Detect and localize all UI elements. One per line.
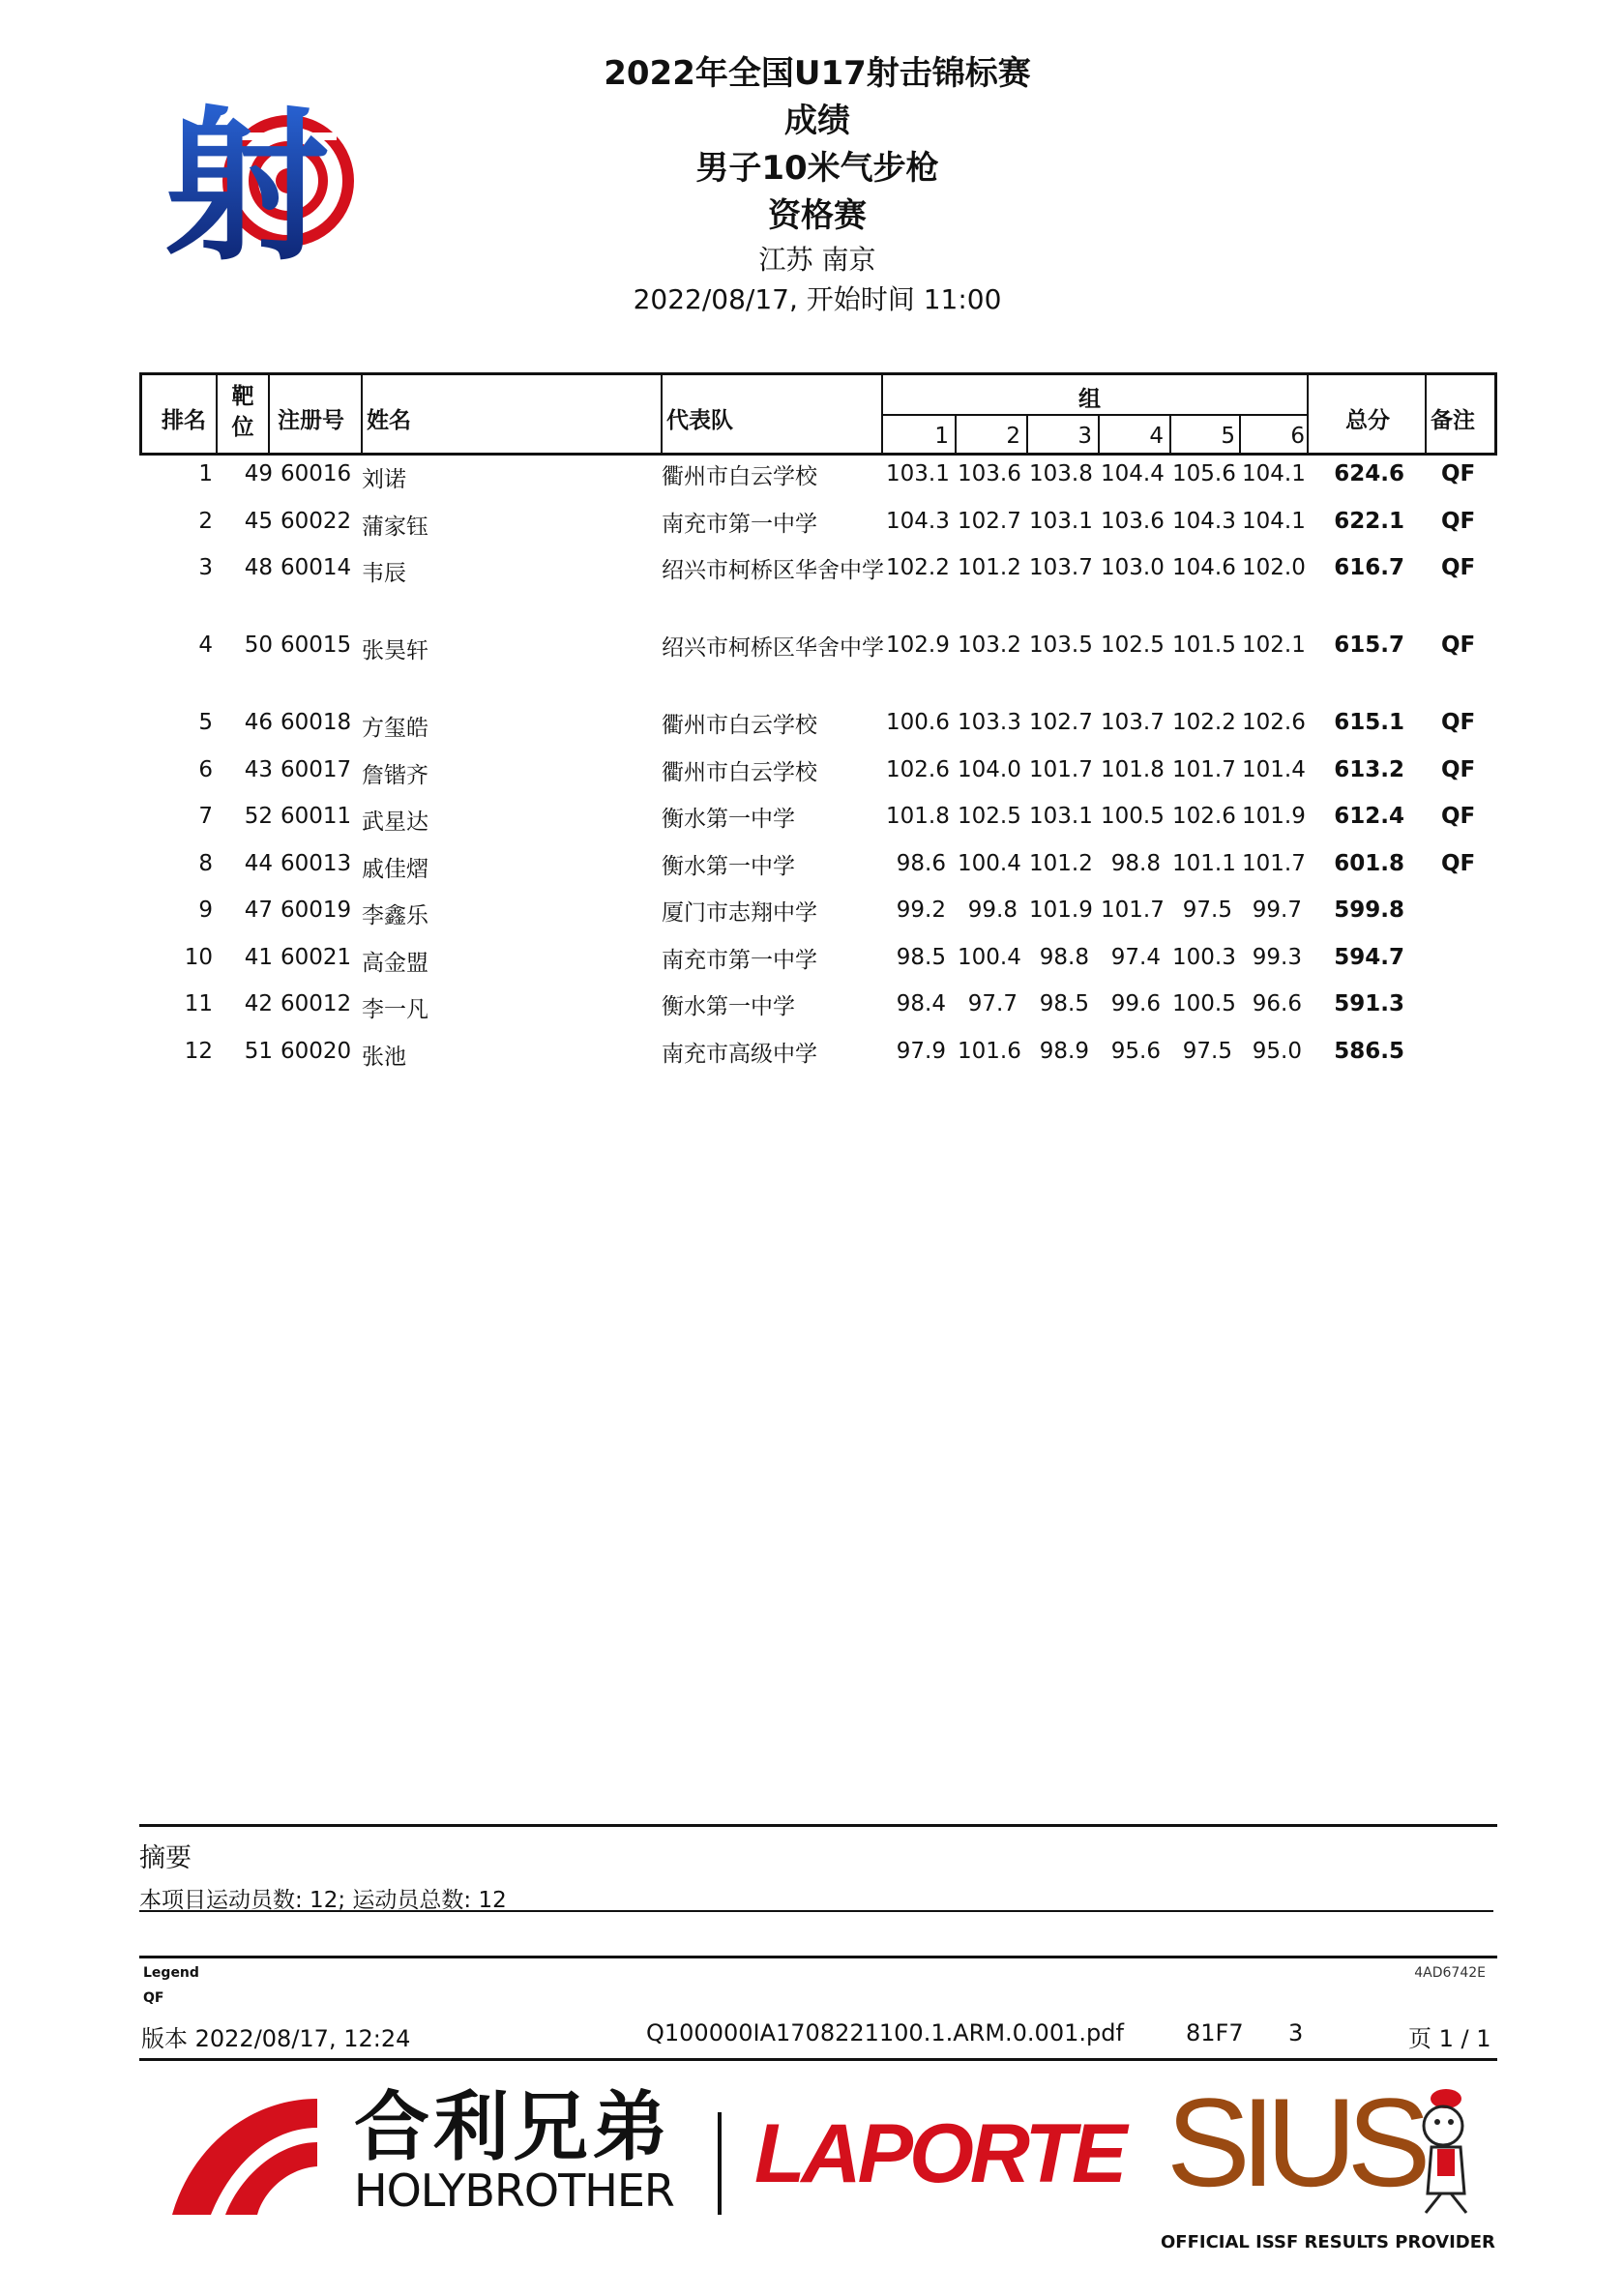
- summary-text: 本项目运动员数: 12; 运动员总数: 12: [139, 1888, 507, 1913]
- total-score-cell: 615.1: [1334, 710, 1404, 735]
- sius-text: SIUS: [1166, 2072, 1422, 2213]
- series-score-cell: 101.2: [1029, 850, 1093, 876]
- total-score-cell: 615.7: [1334, 633, 1404, 658]
- series-score-cell: 98.8: [1110, 850, 1161, 876]
- event-datetime: 2022/08/17, 开始时间 11:00: [633, 283, 1002, 315]
- series-score-cell: 104.1: [1242, 508, 1306, 534]
- total-score-cell: 613.2: [1334, 756, 1404, 782]
- reg-number-cell: 60020: [280, 1038, 352, 1064]
- remark-cell: QF: [1441, 804, 1476, 829]
- rank-cell: 3: [198, 555, 213, 580]
- col-team: 代表队: [666, 408, 733, 433]
- series-score-cell: 101.8: [1101, 756, 1165, 782]
- laporte-text: LAPORTE: [754, 2107, 1124, 2200]
- remark-cell: QF: [1441, 850, 1476, 876]
- series-score-cell: 100.4: [958, 944, 1021, 970]
- target-cell: 46: [244, 710, 273, 735]
- athlete-name-cell: 李鑫乐: [362, 903, 428, 928]
- target-cell: 43: [244, 756, 273, 782]
- target-cell: 47: [244, 898, 273, 923]
- sius-mascot-icon: [1402, 2077, 1490, 2226]
- team-cell: 衡水第一中学: [662, 994, 795, 1019]
- document-code: 4AD6742E: [1414, 1965, 1486, 1981]
- footer-filename: Q100000IA1708221100.1.ARM.0.001.pdf: [646, 2019, 1124, 2046]
- location: 江苏 南京: [758, 244, 876, 276]
- series-score-cell: 104.0: [958, 756, 1021, 782]
- col-remark: 备注: [1431, 408, 1475, 433]
- group-num-1: 1: [934, 424, 949, 449]
- series-score-cell: 101.9: [1242, 804, 1306, 829]
- series-score-cell: 101.7: [1101, 898, 1165, 923]
- total-score-cell: 599.8: [1334, 898, 1404, 923]
- total-score-cell: 591.3: [1334, 991, 1404, 1016]
- series-score-cell: 98.5: [896, 944, 946, 970]
- series-score-cell: 98.6: [896, 850, 946, 876]
- series-score-cell: 97.5: [1182, 898, 1232, 923]
- series-score-cell: 98.5: [1039, 991, 1089, 1016]
- athlete-name-cell: 詹锴齐: [362, 762, 428, 788]
- series-score-cell: 99.6: [1110, 991, 1161, 1016]
- rank-cell: 10: [184, 944, 213, 970]
- series-score-cell: 100.3: [1172, 944, 1236, 970]
- laporte-logo: [754, 2106, 1123, 2202]
- series-score-cell: 100.5: [1172, 991, 1236, 1016]
- rank-cell: 2: [198, 508, 213, 534]
- target-cell: 42: [244, 991, 273, 1016]
- results-table: [139, 372, 1497, 1070]
- remark-cell: QF: [1441, 756, 1476, 782]
- team-cell: 厦门市志翔中学: [662, 900, 817, 926]
- group-num-5: 5: [1221, 424, 1235, 449]
- group-num-4: 4: [1149, 424, 1164, 449]
- reg-number-cell: 60022: [280, 508, 352, 534]
- total-score-cell: 616.7: [1334, 555, 1404, 580]
- series-score-cell: 95.6: [1110, 1038, 1161, 1064]
- competition-title: 2022年全国U17射击锦标赛: [604, 54, 1031, 93]
- table-header: [139, 372, 1497, 456]
- target-cell: 44: [244, 850, 273, 876]
- athlete-name-cell: 张池: [362, 1044, 406, 1070]
- series-score-cell: 99.3: [1252, 944, 1302, 970]
- series-score-cell: 96.6: [1252, 991, 1302, 1016]
- series-score-cell: 104.3: [886, 508, 950, 534]
- series-score-cell: 101.5: [1172, 633, 1236, 658]
- team-cell: 衡水第一中学: [662, 807, 795, 832]
- series-score-cell: 102.7: [958, 508, 1021, 534]
- legend-item: QF: [143, 1990, 164, 2006]
- series-score-cell: 101.7: [1242, 850, 1306, 876]
- page-header: [542, 50, 1093, 319]
- phase-name: 资格赛: [768, 196, 867, 235]
- target-cell: 50: [244, 633, 273, 658]
- team-cell: 南充市第一中学: [662, 947, 817, 973]
- reg-number-cell: 60013: [280, 850, 352, 876]
- total-score-cell: 624.6: [1334, 461, 1404, 486]
- remark-cell: QF: [1441, 555, 1476, 580]
- series-score-cell: 95.0: [1252, 1038, 1302, 1064]
- footer-number: 3: [1288, 2019, 1304, 2046]
- reg-number-cell: 60017: [280, 756, 352, 782]
- series-score-cell: 103.6: [1101, 508, 1165, 534]
- total-score-cell: 594.7: [1334, 944, 1404, 970]
- series-score-cell: 104.1: [1242, 461, 1306, 486]
- series-score-cell: 102.0: [1242, 555, 1306, 580]
- team-cell: 衢州市白云学校: [662, 713, 817, 738]
- total-score-cell: 601.8: [1334, 850, 1404, 876]
- series-score-cell: 103.5: [1029, 633, 1093, 658]
- rank-cell: 9: [198, 898, 213, 923]
- legend-label: Legend: [143, 1965, 199, 1981]
- rank-cell: 4: [198, 633, 213, 658]
- sius-logo: [1166, 2072, 1422, 2213]
- series-score-cell: 103.2: [958, 633, 1021, 658]
- series-score-cell: 101.1: [1172, 850, 1236, 876]
- series-score-cell: 99.7: [1252, 898, 1302, 923]
- footer-divider: [139, 2058, 1497, 2061]
- series-score-cell: 102.2: [1172, 710, 1236, 735]
- group-num-2: 2: [1006, 424, 1020, 449]
- rank-cell: 5: [198, 710, 213, 735]
- series-score-cell: 101.8: [886, 804, 950, 829]
- series-score-cell: 101.7: [1172, 756, 1236, 782]
- team-cell: 衡水第一中学: [662, 853, 795, 879]
- rank-cell: 8: [198, 850, 213, 876]
- series-score-cell: 102.6: [1242, 710, 1306, 735]
- series-score-cell: 104.6: [1172, 555, 1236, 580]
- series-score-cell: 103.0: [1101, 555, 1165, 580]
- athlete-name-cell: 李一凡: [362, 997, 428, 1022]
- team-cell: 衢州市白云学校: [662, 464, 817, 489]
- remark-cell: QF: [1441, 710, 1476, 735]
- group-num-3: 3: [1077, 424, 1092, 449]
- remark-cell: QF: [1441, 461, 1476, 486]
- series-score-cell: 102.1: [1242, 633, 1306, 658]
- series-score-cell: 102.7: [1029, 710, 1093, 735]
- logo-character: 射: [164, 92, 330, 273]
- series-score-cell: 104.3: [1172, 508, 1236, 534]
- team-cell: 绍兴市柯桥区华舍中学: [662, 635, 884, 661]
- footer-code: 81F7: [1186, 2019, 1244, 2046]
- holybrother-logo-mark: [172, 2089, 317, 2228]
- series-score-cell: 98.9: [1039, 1038, 1089, 1064]
- team-cell: 南充市高级中学: [662, 1041, 817, 1067]
- series-score-cell: 103.1: [1029, 508, 1093, 534]
- total-score-cell: 586.5: [1334, 1038, 1404, 1064]
- series-score-cell: 100.6: [886, 710, 950, 735]
- series-score-cell: 97.4: [1110, 944, 1161, 970]
- series-score-cell: 101.9: [1029, 898, 1093, 923]
- col-target: 靶位: [231, 384, 254, 440]
- footer-page: 页 1 / 1: [1408, 2025, 1491, 2052]
- holybrother-cn: 合利兄弟: [354, 2084, 672, 2171]
- series-score-cell: 105.6: [1172, 461, 1236, 486]
- series-score-cell: 103.8: [1029, 461, 1093, 486]
- col-name: 姓名: [367, 408, 411, 433]
- footer-version: 版本 2022/08/17, 12:24: [141, 2025, 411, 2052]
- series-score-cell: 101.2: [958, 555, 1021, 580]
- rank-cell: 12: [184, 1038, 213, 1064]
- series-score-cell: 102.5: [958, 804, 1021, 829]
- series-score-cell: 97.5: [1182, 1038, 1232, 1064]
- series-score-cell: 103.7: [1101, 710, 1165, 735]
- series-score-cell: 102.5: [1101, 633, 1165, 658]
- reg-number-cell: 60012: [280, 991, 352, 1016]
- group-num-6: 6: [1290, 424, 1305, 449]
- target-cell: 41: [244, 944, 273, 970]
- sius-tagline: OFFICIAL ISSF RESULTS PROVIDER: [1161, 2232, 1495, 2252]
- athlete-name-cell: 戚佳熠: [362, 856, 428, 882]
- athlete-name-cell: 方玺皓: [362, 716, 428, 741]
- reg-number-cell: 60018: [280, 710, 352, 735]
- athlete-name-cell: 张昊轩: [362, 638, 428, 663]
- sponsor-divider: [718, 2112, 722, 2215]
- col-rank: 排名: [162, 408, 206, 433]
- col-total: 总分: [1345, 408, 1390, 433]
- athlete-name-cell: 高金盟: [362, 950, 428, 976]
- athlete-name-cell: 韦辰: [362, 561, 406, 586]
- series-score-cell: 103.1: [886, 461, 950, 486]
- series-score-cell: 101.7: [1029, 756, 1093, 782]
- series-score-cell: 99.8: [967, 898, 1018, 923]
- total-score-cell: 612.4: [1334, 804, 1404, 829]
- reg-number-cell: 60019: [280, 898, 352, 923]
- col-reg: 注册号: [278, 408, 344, 433]
- holybrother-logo: [354, 2084, 674, 2217]
- reg-number-cell: 60014: [280, 555, 352, 580]
- series-score-cell: 104.4: [1101, 461, 1165, 486]
- championship-logo: [162, 79, 356, 273]
- team-cell: 南充市第一中学: [662, 511, 817, 537]
- remark-cell: QF: [1441, 633, 1476, 658]
- rank-cell: 11: [184, 991, 213, 1016]
- target-cell: 45: [244, 508, 273, 534]
- series-score-cell: 103.6: [958, 461, 1021, 486]
- event-name: 男子10米气步枪: [695, 149, 939, 188]
- rank-cell: 7: [198, 804, 213, 829]
- rank-cell: 1: [198, 461, 213, 486]
- remark-cell: QF: [1441, 508, 1476, 534]
- summary-heading: 摘要: [139, 1843, 192, 1873]
- target-cell: 49: [244, 461, 273, 486]
- summary-section: [139, 1824, 1497, 1914]
- series-score-cell: 97.7: [967, 991, 1018, 1016]
- target-cell: 48: [244, 555, 273, 580]
- series-score-cell: 103.1: [1029, 804, 1093, 829]
- holybrother-en: HOLYBROTHER: [354, 2164, 674, 2217]
- reg-number-cell: 60015: [280, 633, 352, 658]
- series-score-cell: 98.4: [896, 991, 946, 1016]
- series-score-cell: 100.5: [1101, 804, 1165, 829]
- series-score-cell: 103.7: [1029, 555, 1093, 580]
- reg-number-cell: 60011: [280, 804, 352, 829]
- results-heading: 成绩: [784, 102, 850, 140]
- rank-cell: 6: [198, 756, 213, 782]
- series-score-cell: 100.4: [958, 850, 1021, 876]
- series-score-cell: 103.3: [958, 710, 1021, 735]
- summary-divider: [139, 1910, 1493, 1912]
- target-cell: 51: [244, 1038, 273, 1064]
- series-score-cell: 101.4: [1242, 756, 1306, 782]
- athlete-name-cell: 刘诺: [362, 467, 406, 492]
- series-score-cell: 99.2: [896, 898, 946, 923]
- reg-number-cell: 60016: [280, 461, 352, 486]
- target-cell: 52: [244, 804, 273, 829]
- series-score-cell: 102.6: [1172, 804, 1236, 829]
- athlete-name-cell: 蒲家钰: [362, 514, 428, 540]
- team-cell: 衢州市白云学校: [662, 759, 817, 785]
- athlete-name-cell: 武星达: [362, 809, 428, 835]
- team-cell: 绍兴市柯桥区华舍中学: [662, 558, 884, 583]
- series-score-cell: 98.8: [1039, 944, 1089, 970]
- col-group: 组: [1078, 387, 1101, 412]
- total-score-cell: 622.1: [1334, 508, 1404, 534]
- series-score-cell: 101.6: [958, 1038, 1021, 1064]
- series-score-cell: 97.9: [896, 1038, 946, 1064]
- legend-divider: [139, 1956, 1497, 1958]
- series-score-cell: 102.2: [886, 555, 950, 580]
- series-score-cell: 102.9: [886, 633, 950, 658]
- series-score-cell: 102.6: [886, 756, 950, 782]
- reg-number-cell: 60021: [280, 944, 352, 970]
